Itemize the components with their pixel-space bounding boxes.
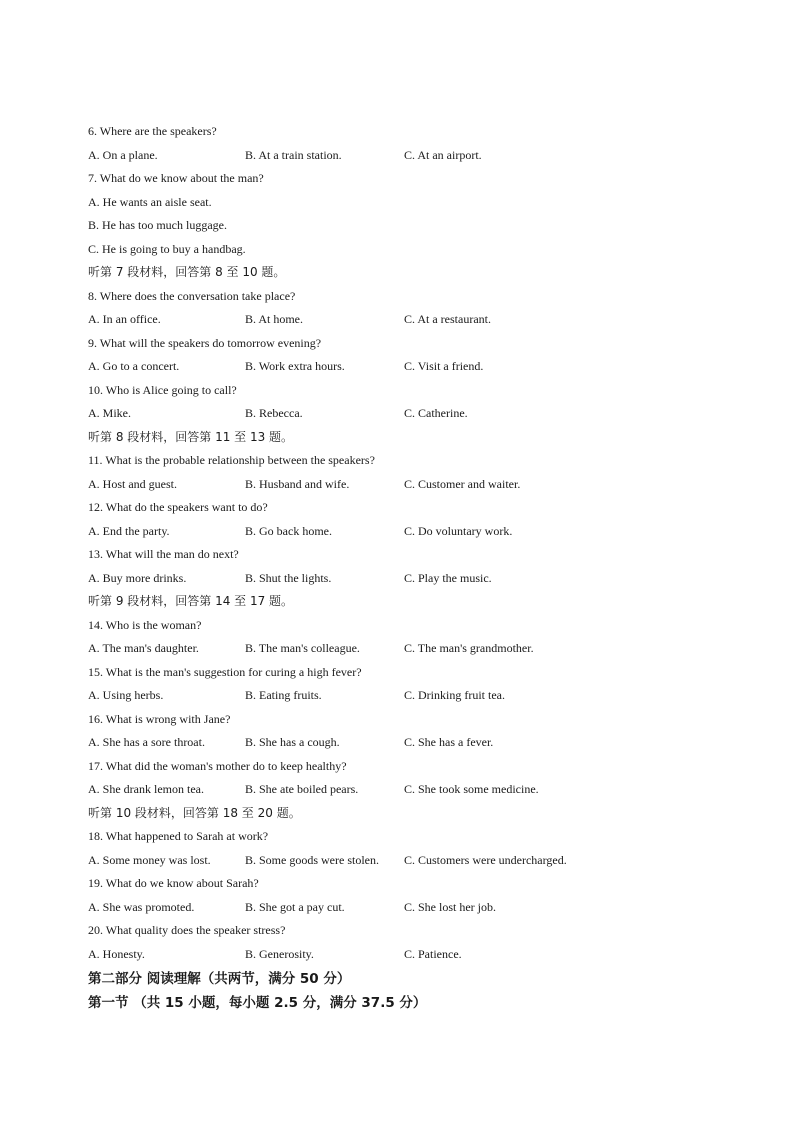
option-a: A. Mike. (88, 406, 131, 420)
option-a: A. Honesty. (88, 947, 145, 961)
option-b: B. She has a cough. (245, 735, 340, 749)
instruction-part-9: 听第 9 段材料，回答第 14 至 17 题。 (88, 594, 294, 608)
question-10: 10. Who is Alice going to call? (88, 383, 237, 397)
option-a: A. He wants an aisle seat. (88, 195, 212, 209)
question-7: 7. What do we know about the man? (88, 171, 264, 185)
option-b: B. Generosity. (245, 947, 314, 961)
question-18: 18. What happened to Sarah at work? (88, 829, 269, 843)
option-c: C. Patience. (404, 947, 462, 961)
question-16: 16. What is wrong with Jane? (88, 712, 231, 726)
option-b: B. He has too much luggage. (88, 218, 227, 232)
question-14: 14. Who is the woman? (88, 618, 202, 632)
option-b: B. At home. (245, 312, 304, 326)
option-b: B. She ate boiled pears. (245, 782, 359, 796)
question-6: 6. Where are the speakers? (88, 124, 217, 138)
question-20: 20. What quality does the speaker stress? (88, 923, 286, 937)
option-c: C. She took some medicine. (404, 782, 539, 796)
question-19: 19. What do we know about Sarah? (88, 876, 259, 890)
option-c: C. The man's grandmother. (404, 641, 534, 655)
option-c: C. At a restaurant. (404, 312, 491, 326)
option-c: C. Customers were undercharged. (404, 853, 567, 867)
instruction-part-7: 听第 7 段材料，回答第 8 至 10 题。 (88, 265, 286, 279)
option-a: A. Go to a concert. (88, 359, 180, 373)
option-b: B. Rebecca. (245, 406, 303, 420)
option-b: B. The man's colleague. (245, 641, 360, 655)
option-c: C. Drinking fruit tea. (404, 688, 505, 702)
option-a: A. She has a sore throat. (88, 735, 205, 749)
option-c: C. She has a fever. (404, 735, 494, 749)
option-c: C. Visit a friend. (404, 359, 484, 373)
option-c: C. Customer and waiter. (404, 477, 521, 491)
question-9: 9. What will the speakers do tomorrow evening? (88, 336, 322, 350)
option-a: A. On a plane. (88, 148, 158, 162)
part-2-heading: 第二部分 阅读理解（共两节，满分 50 分） (88, 971, 351, 987)
option-a: A. Host and guest. (88, 477, 177, 491)
instruction-part-8: 听第 8 段材料，回答第 11 至 13 题。 (88, 430, 294, 444)
option-a: A. End the party. (88, 524, 170, 538)
question-13: 13. What will the man do next? (88, 547, 239, 561)
question-12: 12. What do the speakers want to do? (88, 500, 268, 514)
option-a: A. Using herbs. (88, 688, 164, 702)
option-b: B. Husband and wife. (245, 477, 350, 491)
option-c: C. Catherine. (404, 406, 468, 420)
option-c: C. She lost her job. (404, 900, 496, 914)
question-15: 15. What is the man's suggestion for curing a high fever? (88, 665, 362, 679)
option-b: B. Eating fruits. (245, 688, 322, 702)
option-a: A. In an office. (88, 312, 161, 326)
question-17: 17. What did the woman's mother do to keep healthy? (88, 759, 347, 773)
option-a: A. Buy more drinks. (88, 571, 187, 585)
option-c: C. He is going to buy a handbag. (88, 242, 246, 256)
question-8: 8. Where does the conversation take place? (88, 289, 296, 303)
option-b: B. Some goods were stolen. (245, 853, 379, 867)
instruction-part-10: 听第 10 段材料，回答第 18 至 20 题。 (88, 806, 301, 820)
option-a: A. She was promoted. (88, 900, 195, 914)
section-1-heading: 第一节 （共 15 小题，每小题 2.5 分，满分 37.5 分） (88, 995, 427, 1011)
option-c: C. At an airport. (404, 148, 482, 162)
option-c: C. Play the music. (404, 571, 492, 585)
option-b: B. Shut the lights. (245, 571, 332, 585)
option-a: A. Some money was lost. (88, 853, 211, 867)
option-a: A. The man's daughter. (88, 641, 199, 655)
option-b: B. Work extra hours. (245, 359, 345, 373)
option-c: C. Do voluntary work. (404, 524, 513, 538)
option-a: A. She drank lemon tea. (88, 782, 204, 796)
option-b: B. At a train station. (245, 148, 342, 162)
option-b: B. Go back home. (245, 524, 332, 538)
option-b: B. She got a pay cut. (245, 900, 345, 914)
question-11: 11. What is the probable relationship between the speakers? (88, 453, 375, 467)
